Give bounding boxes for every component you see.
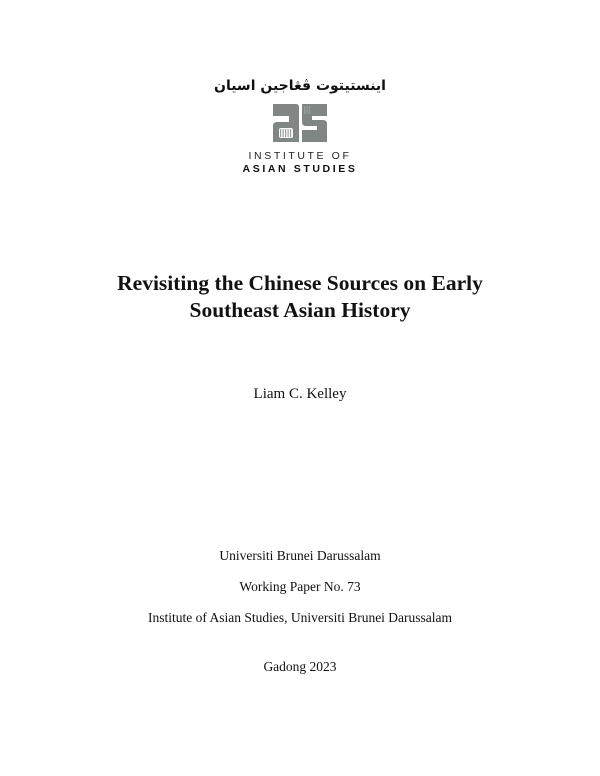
logo-asian-studies: ASIAN STUDIES bbox=[242, 163, 358, 175]
author-name: Liam C. Kelley bbox=[253, 386, 347, 402]
working-paper-number: Working Paper No. 73 bbox=[239, 579, 361, 594]
place-and-year: Gadong 2023 bbox=[263, 659, 337, 674]
paper-title bbox=[0, 270, 600, 324]
logo-institute-of: INSTITUTE OF bbox=[248, 150, 352, 162]
logo-arabic-name: اينستيتوت ڤڠاجين اسيان bbox=[214, 78, 386, 94]
institute-logo-icon bbox=[271, 102, 329, 144]
paper-title-line2: Southeast Asian History bbox=[189, 298, 411, 322]
publisher-name: Institute of Asian Studies, Universiti Brunei Darussalam bbox=[147, 610, 453, 625]
institute-logo bbox=[0, 76, 600, 175]
paper-title-line1: Revisiting the Chinese Sources on Early bbox=[117, 271, 483, 295]
university-name: Universiti Brunei Darussalam bbox=[219, 548, 381, 563]
